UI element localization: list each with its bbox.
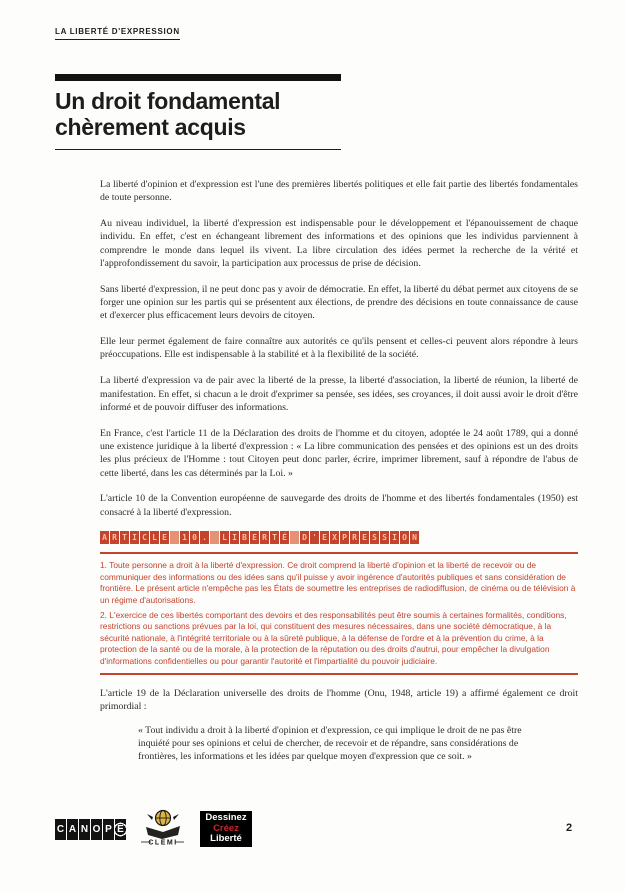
clemi-logo — [139, 809, 185, 850]
title-block — [55, 74, 341, 150]
body-column — [100, 178, 578, 764]
page-title-line-2: chèrement acquis — [55, 114, 246, 140]
creez-line: Créez — [213, 822, 239, 834]
canope-letter-tile: O — [91, 819, 102, 840]
article-10-box — [100, 531, 578, 675]
udhr-quote: « Tout individu a droit à la liberté d'opinion et d'expression, ce qui implique le droit de ne pas être inquiété pour ses opinions et celui de chercher, de recevoir et de répandre, sans considérations de frontières, les informations et les idées par quelque moyen d'expression que ce soit. » — [138, 724, 522, 763]
page-title — [55, 88, 341, 140]
body-paragraph: La liberté d'opinion et d'expression est l'une des premières libertés politiques et elle fait partie des libertés fondamentales de toute personne. — [100, 179, 578, 204]
body-paragraph: L'article 10 de la Convention européenne de sauvegarde des droits de l'homme et des libertés fondamentales (1950) est consacré à la liberté d'expression. — [100, 493, 578, 518]
page-number: 2 — [566, 822, 573, 834]
dessinez-line: Dessinez — [205, 812, 247, 823]
red-rule-top — [100, 552, 578, 554]
body-paragraph: En France, c'est l'article 11 de la Déclaration des droits de l'homme et du citoyen, adoptée le 24 août 1789, qui a donné une existence juridique à la liberté d'expression : « La libre communication des pensées et des opinions est un des droits les plus précieux de l'Homme : tout Citoyen peut donc parler, écrire, imprimer librement, sauf à répondre de l'abus de cette liberté, dans les cas déterminés par la Loi. » — [100, 427, 578, 479]
liberte-line: Liberté — [210, 833, 242, 844]
canope-letter-tile: P — [103, 819, 114, 840]
title-underline — [55, 149, 341, 150]
canope-logo — [55, 819, 126, 840]
clemi-globe-icon — [139, 809, 185, 845]
article-10-heading: A R T I C L E 1 0 . L I B E R T É D ' E X P R E S S I O N — [100, 531, 578, 544]
body-paragraph: Sans liberté d'expression, il ne peut donc pas y avoir de démocratie. En effet, la liberté du débat permet aux citoyens de se forger une opinion sur les partis qui se présentent aux élections, de prendre des décisions en toute connaissance de cause et d'exercer plus efficacement leurs devoirs de citoyen. — [100, 283, 578, 322]
canope-letter-tile-circled: É — [115, 819, 126, 840]
canope-letter-tile: C — [55, 819, 66, 840]
red-rule-bottom — [100, 673, 578, 675]
body-paragraph: Au niveau individuel, la liberté d'expression est indispensable pour le développement et l'épanouissement de chaque individu. En effet, c'est en échangeant librement des informations et des opinions que les individus parviennent à comprendre le monde dans lequel ils vivent. La libre circulation des idées permet la recherche de la vérité et l'approfondissement du savoir, la participation aux processus de prise de décision. — [100, 218, 578, 269]
title-top-bar — [55, 74, 341, 81]
article-10-clause-2: 2. L'exercice de ces libertés comportant des devoirs et des responsabilités peut être soumis à certaines formalités, conditions, restrictions ou sanctions prévues par la loi, qui constituent des mesures nécessaires, dans une société démocratique, à la sécurité nationale, à l'intégrité territoriale ou à la sûreté publique, à la défense de l'ordre et à la prévention du crime, à la protection de la santé ou de la morale, à la protection de la réputation ou des droits d'autrui, pour empêcher la divulgation d'informations confidentielles ou pour garantir l'autorité et l'impartialité du pouvoir judiciaire. — [100, 610, 567, 666]
body-paragraph: Elle leur permet également de faire connaître aux autorités ce qu'ils pensent et celles-ci peuvent alors répondre à leurs préoccupations. Elle est indispensable à la stabilité et à la flexibilité de la société. — [100, 336, 578, 361]
canope-letter-tile: N — [79, 819, 90, 840]
dessinez-creez-liberte-logo — [200, 811, 252, 847]
body-paragraph: La liberté d'expression va de pair avec la liberté de la presse, la liberté d'association, la liberté de réunion, la liberté de manifestation. En effet, si chacun a le droit d'exprimer sa pensée, ses idées, ses croyances, il doit aussi avoir le droit d'être informé et de pouvoir diffuser des informations. — [100, 375, 578, 413]
body-paragraph: L'article 19 de la Déclaration universelle des droits de l'homme (Onu, 1948, article 19) a affirmé également ce droit primordial : — [100, 688, 578, 713]
page-title-line-1: Un droit fondamental — [55, 88, 281, 114]
clemi-label: CLEMI — [148, 839, 178, 845]
running-header: LA LIBERTÉ D'EXPRESSION — [55, 27, 180, 40]
canope-letter-tile: A — [67, 819, 78, 840]
article-10-clause-1: 1. Toute personne a droit à la liberté d'expression. Ce droit comprend la liberté d'opinion et la liberté de recevoir ou de communiquer des informations ou des idées sans qu'il puisse y avoir ingérence d'autorités publiques et sans considération de frontière. Le présent article n'empêche pas les États de soumettre les entreprises de radiodiffusion, de cinéma ou de télévision à un régime d'autorisations. — [100, 560, 576, 605]
